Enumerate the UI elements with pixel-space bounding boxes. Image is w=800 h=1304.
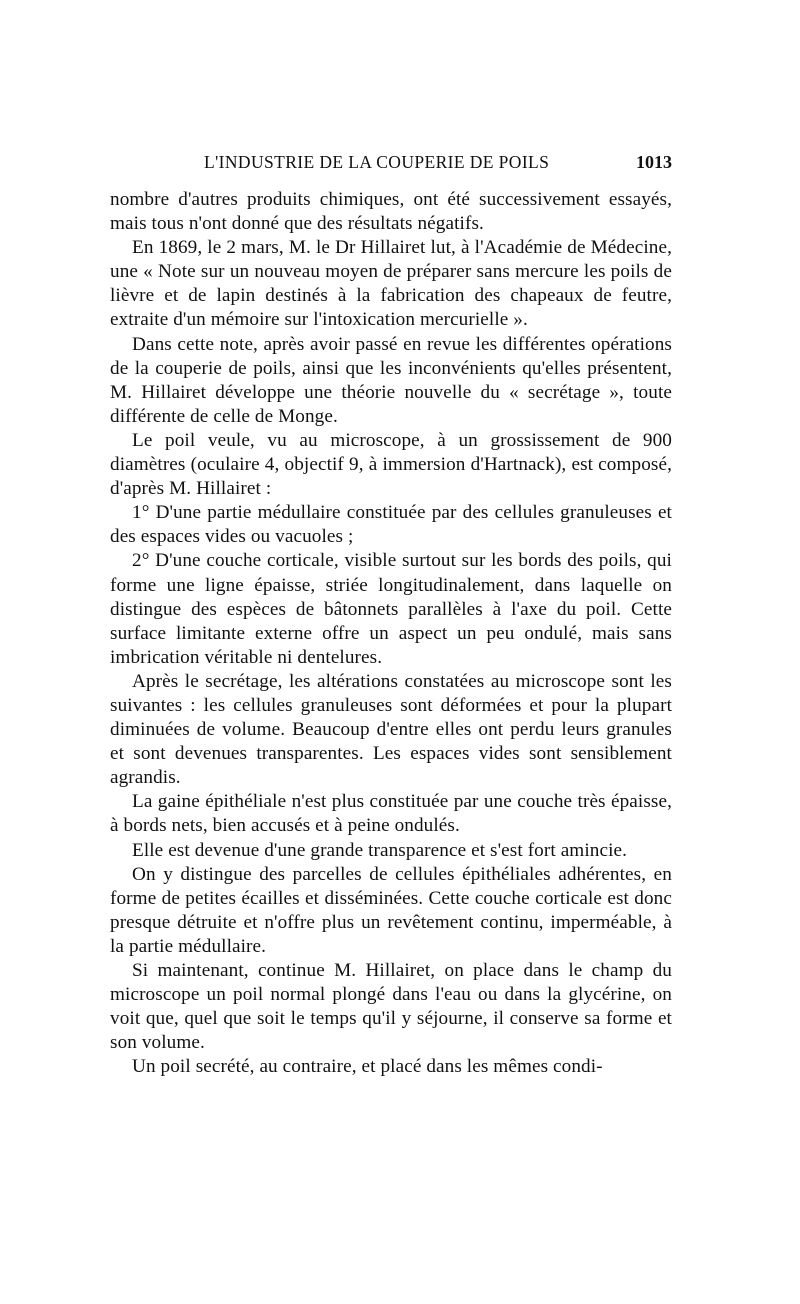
body-text <box>110 188 672 1079</box>
paragraph-gaine: La gaine épithéliale n'est plus constituée par une couche très épaisse, à bords nets, bien accusés et à peine ondulés. <box>110 791 672 837</box>
paragraph-item-2: 2° D'une couche corticale, visible surtout sur les bords des poils, qui forme une ligne épaisse, striée longitudinalement, dans laquelle on distingue des espèces de bâtonnets parallèles à l'axe du poil. Cette surface limitante externe offre un aspect un peu ondulé, mais sans imbrication véritable ni dentelures. <box>110 550 672 668</box>
paragraph-poil-secrete: Un poil secrété, au contraire, et placé dans les mêmes condi- <box>132 1056 603 1078</box>
page-number: 1013 <box>636 152 672 172</box>
paragraph-continued: nombre d'autres produits chimiques, ont été successivement essayés, mais tous n'ont donné que des résultats négatifs. <box>110 189 672 235</box>
running-title: L'INDUSTRIE DE LA COUPERIE DE POILS <box>204 152 550 172</box>
running-head <box>110 152 670 178</box>
paragraph-parcelles: On y distingue des parcelles de cellules épithéliales adhérentes, en forme de petites écailles et disséminées. Cette couche corticale est donc presque détruite et n'offre plus un revêtement continu, imperméable, à la partie médullaire. <box>110 863 672 957</box>
paragraph-item-1: 1° D'une partie médullaire constituée par des cellules granuleuses et des espaces vides ou vacuoles ; <box>110 502 672 548</box>
paragraph-transparence: Elle est devenue d'une grande transparence et s'est fort amincie. <box>132 839 628 861</box>
paragraph-theory: Dans cette note, après avoir passé en revue les différentes opérations de la couperie de poils, ainsi que les inconvénients qu'elles présentent, M. Hillairet développe une théorie nouvelle du « secrétage », toute différente de celle de Monge. <box>110 333 672 427</box>
paragraph-poil-normal: Si maintenant, continue M. Hillairet, on place dans le champ du microscope un poil normal plongé dans l'eau ou dans la glycérine, on voit que, quel que soit le temps qu'il y séjourne, il conserve sa forme et son volume. <box>110 960 672 1054</box>
paragraph-after-secretage: Après le secrétage, les altérations constatées au microscope sont les suivantes : les cellules granuleuses sont déformées et pour la plupart diminuées de volume. Beaucoup d'entre elles ont perdu leurs granules et sont devenues transparentes. Les espaces vides sont sensiblement agrandis. <box>110 670 672 789</box>
paragraph-hillairet-note: En 1869, le 2 mars, M. le Dr Hillairet lut, à l'Académie de Médecine, une « Note sur un nouveau moyen de préparer sans mercure les poils de lièvre et de lapin destinés à la fabrication des chapeaux de feutre, extraite d'un mémoire sur l'intoxication mercurielle ». <box>110 237 672 331</box>
paragraph-microscope: Le poil veule, vu au microscope, à un grossissement de 900 diamètres (oculaire 4, objectif 9, à immersion d'Hartnack), est composé, d'après M. Hillairet : <box>110 429 672 500</box>
